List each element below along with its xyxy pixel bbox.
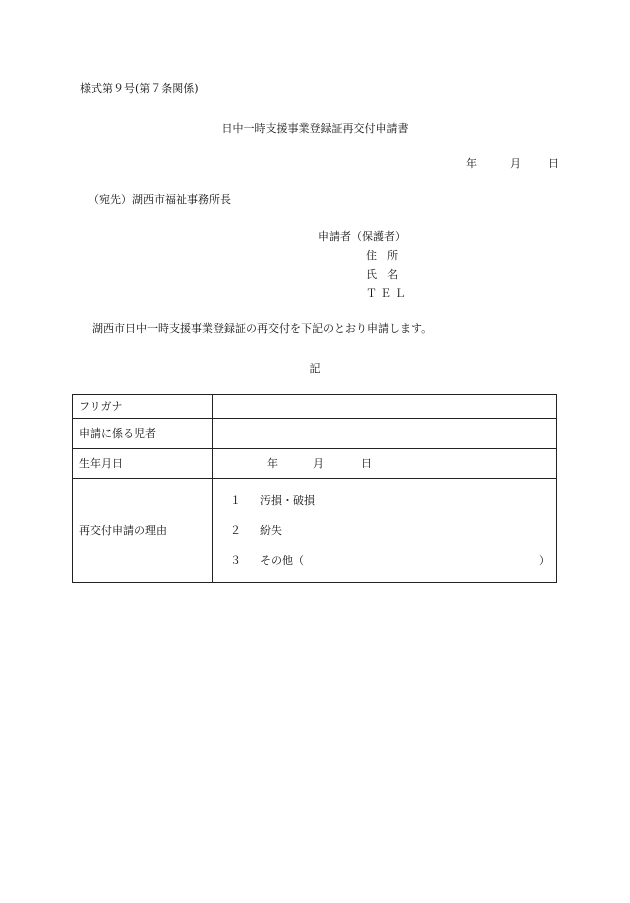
reason-option-3[interactable] bbox=[213, 546, 556, 576]
application-table bbox=[72, 394, 557, 583]
birth-month: 月 bbox=[313, 456, 324, 470]
reason-number: ３ bbox=[230, 553, 241, 567]
reason-field bbox=[213, 479, 557, 583]
reason-label: 再交付申請の理由 bbox=[73, 479, 213, 583]
reason-text: 紛失 bbox=[260, 523, 282, 537]
reason-option-1[interactable] bbox=[213, 486, 556, 516]
applicant-name-label: 氏 名 bbox=[366, 268, 402, 281]
applicant-heading: 申請者（保護者） bbox=[318, 230, 406, 243]
reason-number: ２ bbox=[230, 523, 241, 537]
ki-heading: 記 bbox=[309, 362, 321, 375]
applicant-block bbox=[318, 230, 409, 306]
reason-number: １ bbox=[230, 493, 241, 507]
applicant-tel-label: ＴＥＬ bbox=[366, 287, 409, 300]
table-row-furigana bbox=[73, 395, 557, 419]
furigana-field[interactable] bbox=[213, 395, 557, 419]
applicant-address-label: 住 所 bbox=[366, 249, 402, 262]
reason-close-paren: ） bbox=[539, 553, 550, 567]
birth-year: 年 bbox=[267, 456, 278, 470]
reason-option-2[interactable] bbox=[213, 516, 556, 546]
table-row-child bbox=[73, 419, 557, 449]
furigana-label: フリガナ bbox=[73, 395, 213, 419]
reason-text: 汚損・破損 bbox=[260, 493, 315, 507]
table-row-reason bbox=[73, 479, 557, 583]
form-number: 様式第９号(第７条関係) bbox=[80, 82, 199, 95]
document-title: 日中一時支援事業登録証再交付申請書 bbox=[221, 122, 409, 135]
table-row-birthdate bbox=[73, 449, 557, 479]
birth-day: 日 bbox=[361, 456, 372, 470]
child-label: 申請に係る児者 bbox=[73, 419, 213, 449]
birthdate-label: 生年月日 bbox=[73, 449, 213, 479]
date-month: 月 bbox=[510, 157, 521, 170]
date-year: 年 bbox=[466, 157, 477, 170]
intro-text: 湖西市日中一時支援事業登録証の再交付を下記のとおり申請します。 bbox=[92, 322, 433, 335]
child-name-field[interactable] bbox=[213, 419, 557, 449]
date-day: 日 bbox=[548, 157, 559, 170]
reason-text: その他（ bbox=[260, 553, 304, 567]
addressee: （宛先）湖西市福祉事務所長 bbox=[88, 193, 231, 206]
birthdate-field[interactable] bbox=[213, 449, 557, 479]
date-line bbox=[466, 157, 559, 170]
